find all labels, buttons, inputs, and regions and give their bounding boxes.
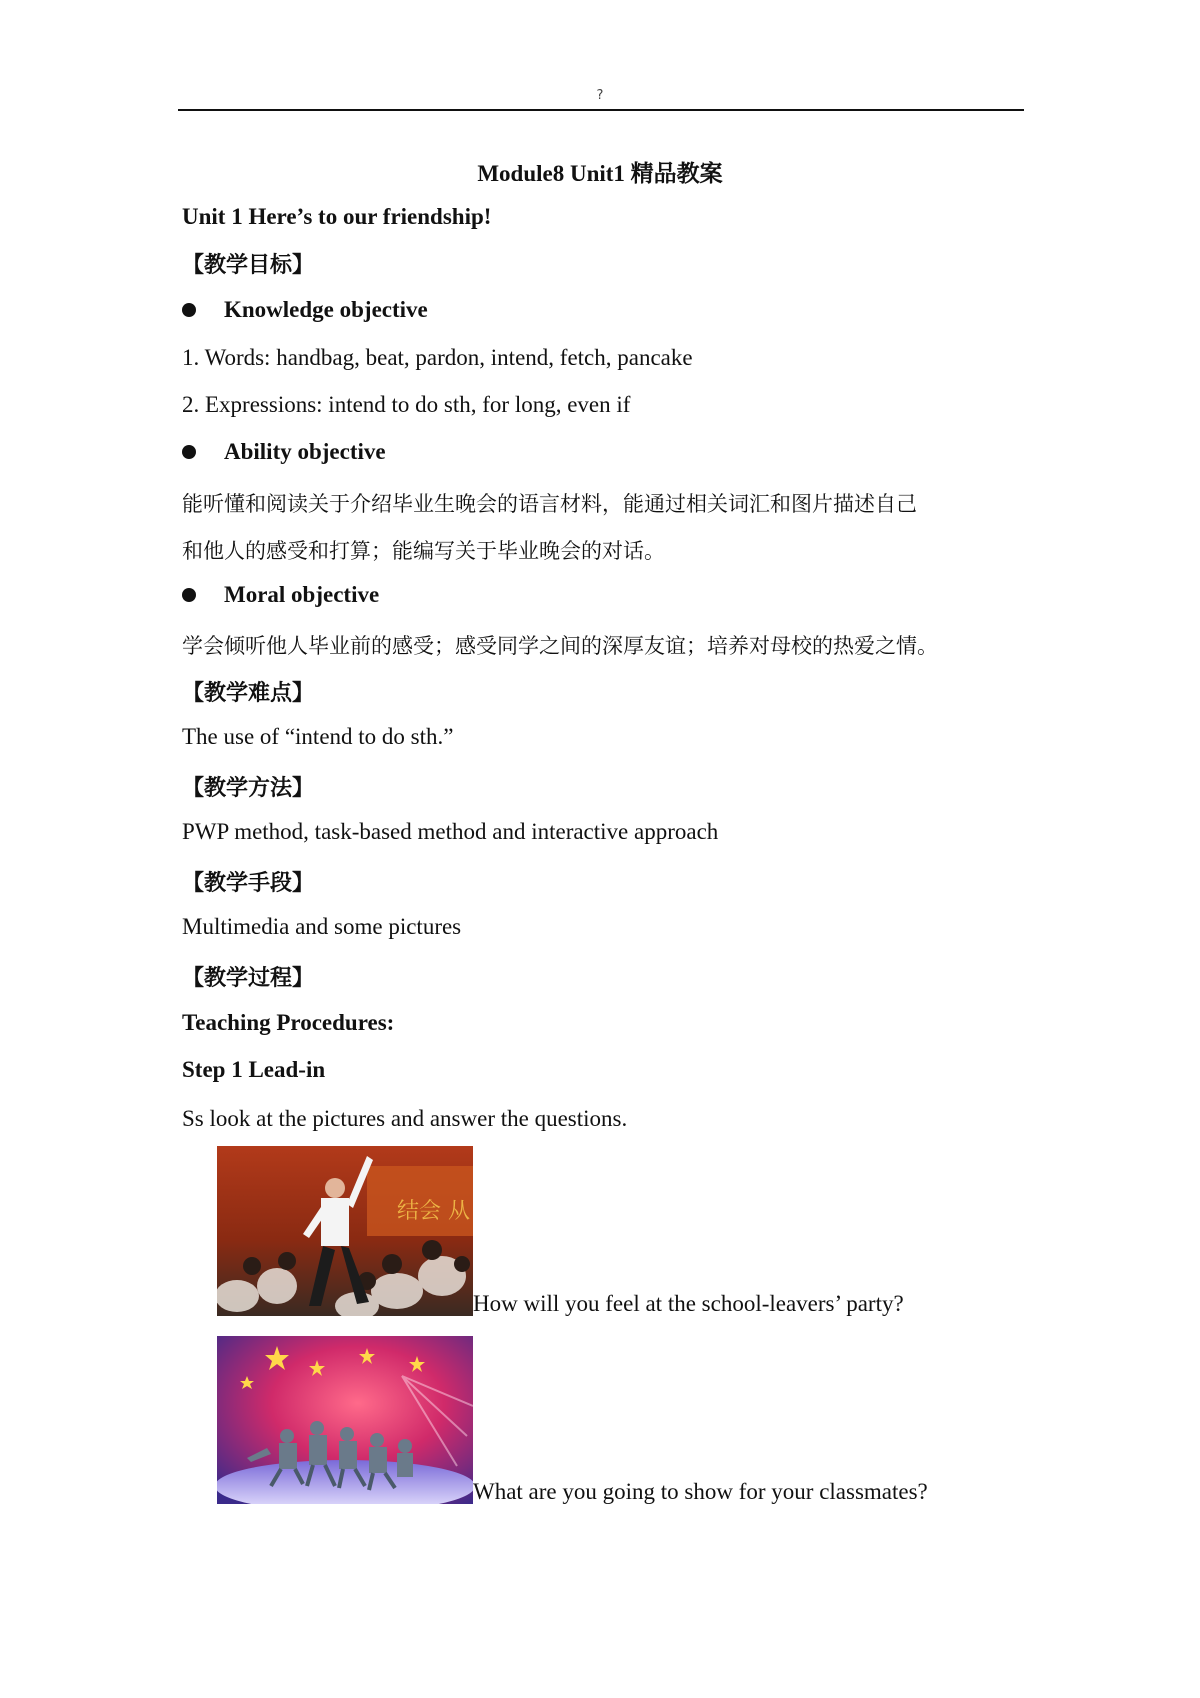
section-process: 【教学过程】 [182,966,315,991]
moral-text: 学会倾听他人毕业前的感受；感受同学之间的深厚友谊；培养对母校的热爱之情。 [182,634,938,658]
document-title: Module8 Unit1 精品教案 [477,161,723,186]
section-means: 【教学手段】 [182,871,315,896]
ability-text-line2: 和他人的感受和打算；能编写关于毕业晚会的对话。 [182,539,665,563]
stage-performance-photo-icon [217,1336,473,1504]
knowledge-item-expressions: 2. Expressions: intend to do sth, for long, even if [182,392,631,417]
moral-objective-heading: Moral objective [182,582,379,608]
knowledge-objective-heading: Knowledge objective [182,297,428,323]
ability-text-line1: 能听懂和阅读关于介绍毕业生晚会的语言材料，能通过相关词汇和图片描述自己 [182,492,917,516]
section-methods: 【教学方法】 [182,776,315,801]
unit-title: Unit 1 Here’s to our friendship! [182,204,492,229]
header-rule [178,109,1024,111]
ability-objective-heading: Ability objective [182,439,386,465]
section-difficulties: 【教学难点】 [182,681,315,706]
header-mark: ? [596,88,604,103]
bullet-icon [182,445,196,459]
question-2: What are you going to show for your classmates? [473,1479,928,1504]
step1-instruction: Ss look at the pictures and answer the questions. [182,1106,628,1131]
knowledge-item-words: 1. Words: handbag, beat, pardon, intend, fetch, pancake [182,345,693,370]
method-text: PWP method, task-based method and interactive approach [182,819,719,844]
bullet-icon [182,588,196,602]
step1-heading: Step 1 Lead-in [182,1057,326,1082]
means-text: Multimedia and some pictures [182,914,462,939]
question-1: How will you feel at the school-leavers’ party? [473,1291,904,1316]
difficulty-text: The use of “intend to do sth.” [182,724,454,749]
party-photo-icon [217,1146,473,1316]
procedures-heading: Teaching Procedures: [182,1010,395,1035]
section-objectives: 【教学目标】 [182,253,315,278]
svg-text:结会 从: 结会 从 [397,1199,470,1224]
bullet-icon [182,303,196,317]
